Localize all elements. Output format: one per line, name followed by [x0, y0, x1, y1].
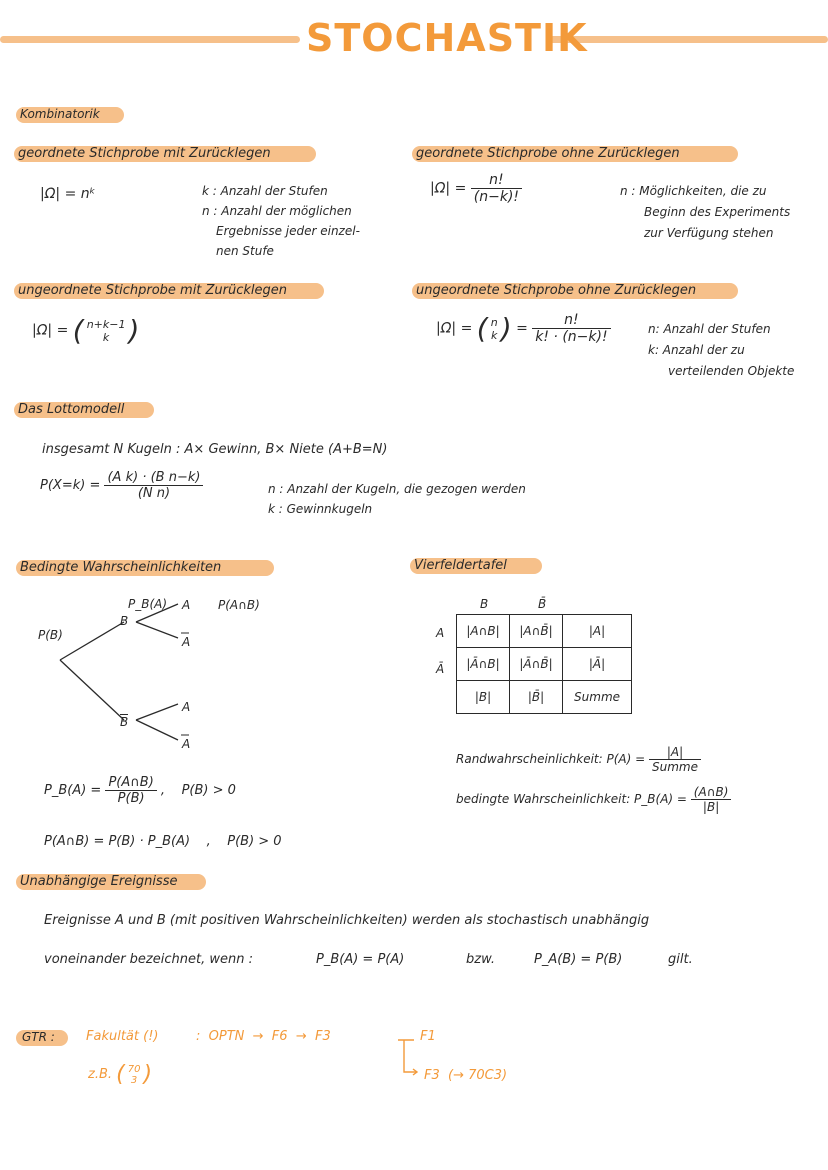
vft-row-2 [457, 648, 632, 681]
tree-branch-bbar-abar [136, 720, 178, 740]
lotto-intro: insgesamt N Kugeln : A× Gewinn, B× Niete (A+B=N) [42, 442, 388, 457]
um-binom-top: n+k−1 [86, 317, 126, 331]
rand-num: |A| [649, 745, 701, 760]
title-rule-left [0, 36, 300, 43]
tree-branch-b-abar [136, 622, 178, 638]
vft-cell: |A∩B| [457, 615, 510, 648]
uo-den: k! · (n−k)! [535, 329, 608, 345]
uo-legend-3: verteilenden Objekte [668, 364, 795, 378]
bedingt-formula-2: P(A∩B) = P(B) · P_B(A) , P(B) > 0 [44, 834, 282, 849]
vierfelder-heading: Vierfeldertafel [414, 558, 507, 573]
tree-bbar: B [120, 715, 129, 729]
f1-cond: , P(B) > 0 [160, 783, 236, 798]
uo-binom-bottom: k [491, 328, 498, 342]
go-den: (n−k)! [473, 189, 520, 205]
vierfeldertafel [456, 614, 632, 714]
vft-cell: |Ā| [563, 648, 632, 681]
bed-formula [456, 785, 731, 814]
gm-formula: |Ω| = nᵏ [40, 186, 96, 202]
tree-pba: P_B(A) [128, 597, 168, 611]
gtr-fakultaet: Fakultät (!) [86, 1029, 159, 1044]
uo-formula: |Ω| = ( n k ) = $\frac{n!}{k! \cdot (n-k)!}$ [436, 312, 611, 345]
vft-cell: |A∩B̄| [510, 615, 563, 648]
gm-legend-n2: Ergebnisse jeder einzel- [216, 224, 360, 238]
lotto-heading: Das Lottomodell [18, 402, 125, 417]
title-rule-right [548, 36, 828, 43]
vft-cell: |Ā∩B̄| [510, 648, 563, 681]
vft-row-1 [457, 615, 632, 648]
f1-lhs: P_B(A) = [44, 783, 102, 798]
f1-num: P(A∩B) [105, 775, 156, 791]
vft-cell: |B̄| [510, 681, 563, 714]
lotto-den: (N n) [137, 486, 171, 501]
uo-legend-1: n: Anzahl der Stufen [648, 322, 771, 336]
probability-tree [30, 590, 290, 770]
vft-cell: |B| [457, 681, 510, 714]
bedingt-heading: Bedingte Wahrscheinlichkeiten [20, 560, 222, 575]
go-legend-1: n : Möglichkeiten, die zu [620, 184, 767, 198]
gm-legend-k: k : Anzahl der Stufen [202, 184, 328, 198]
kombinatorik-heading: Kombinatorik [20, 107, 100, 121]
vft-row-abar: Ā [436, 662, 445, 676]
gm-legend-n3: nen Stufe [216, 244, 274, 258]
vft-cell: Summe [563, 681, 632, 714]
gtr-f1: F1 [420, 1029, 436, 1044]
gtr-sequence: : OPTN → F6 → F3 [196, 1029, 331, 1044]
vft-cell: |Ā∩B| [457, 648, 510, 681]
vft-cell: |A| [563, 615, 632, 648]
um-lhs: |Ω| = [32, 322, 69, 339]
go-lhs: |Ω| = [430, 180, 467, 197]
go-legend-2: Beginn des Experiments [644, 205, 791, 219]
uo-num: n! [532, 312, 610, 329]
gtr-zb: z.B. [88, 1067, 113, 1082]
bed-num: (A∩B) [691, 785, 732, 800]
unabh-f2: P_A(B) = P(B) [534, 952, 623, 967]
gtr-label: GTR : [22, 1030, 55, 1044]
go-legend-3: zur Verfügung stehen [644, 226, 774, 240]
unabh-heading: Unabhängige Ereignisse [20, 874, 178, 889]
vft-row-3 [457, 681, 632, 714]
unabh-line-2: voneinander bezeichnet, wenn : [44, 952, 253, 967]
um-heading: ungeordnete Stichprobe mit Zurücklegen [18, 283, 288, 298]
unabh-gilt: gilt. [668, 952, 693, 967]
bed-label: bedingte Wahrscheinlichkeit: P_B(A) = [456, 792, 687, 806]
tree-branch-b [60, 622, 124, 660]
gtr-binom-top: 70 [127, 1063, 141, 1075]
unabh-bzw: bzw. [466, 952, 496, 967]
unabh-f1: P_B(A) = P(A) [316, 952, 405, 967]
uo-eq: = [516, 320, 528, 337]
gm-legend-n1: n : Anzahl der möglichen [202, 204, 352, 218]
tree-pb: P(B) [38, 628, 63, 642]
bed-den: |B| [702, 800, 720, 814]
tree-a1: A [182, 598, 191, 612]
vft-col-bbar: B̄ [538, 597, 547, 611]
tree-branch-bbar [60, 660, 124, 720]
uo-heading: ungeordnete Stichprobe ohne Zurücklegen [416, 283, 697, 298]
lotto-lhs: P(X=k) = [40, 478, 101, 493]
gtr-example: z.B. ( 70 3 ) [88, 1062, 153, 1087]
vft-row-a: A [436, 626, 445, 640]
uo-legend-2: k: Anzahl der zu [648, 343, 745, 357]
gm-heading: geordnete Stichprobe mit Zurücklegen [18, 146, 271, 161]
go-heading: geordnete Stichprobe ohne Zurücklegen [416, 146, 680, 161]
rand-den: Summe [652, 760, 698, 774]
tree-abar1: A [182, 635, 191, 649]
f1-den: P(B) [117, 791, 145, 806]
tree-pab: P(A∩B) [218, 598, 260, 612]
lotto-formula [40, 470, 203, 501]
gtr-branch-arrow [394, 1034, 422, 1078]
lotto-num: (A k) · (B n−k) [104, 470, 203, 486]
rand-label: Randwahrscheinlichkeit: P(A) = [456, 752, 646, 766]
lotto-legend-2: k : Gewinnkugeln [268, 502, 373, 516]
um-formula: |Ω| = ( n+k−1 k ) [32, 314, 140, 347]
go-num: n! [471, 172, 522, 189]
lotto-legend-1: n : Anzahl der Kugeln, die gezogen werden [268, 482, 526, 496]
tree-abar2: A [182, 737, 191, 751]
uo-binom-top: n [490, 315, 498, 329]
vft-col-b: B [480, 597, 489, 611]
gtr-f3: F3 (→ 70C3) [424, 1068, 508, 1083]
gtr-binom-bottom: 3 [130, 1074, 138, 1086]
um-binom-bottom: k [102, 330, 110, 344]
tree-branch-bbar-a [136, 704, 178, 720]
unabh-line-1: Ereignisse A und B (mit positiven Wahrscheinlichkeiten) werden als stochastisch unabhängig [44, 913, 650, 928]
rand-formula [456, 745, 701, 774]
uo-lhs: |Ω| = [436, 320, 473, 337]
go-formula [430, 172, 522, 205]
tree-b: B [120, 614, 129, 628]
page-title: STOCHASTIK [306, 16, 588, 60]
bedingt-formula-1 [44, 775, 236, 806]
tree-a2: A [182, 700, 191, 714]
